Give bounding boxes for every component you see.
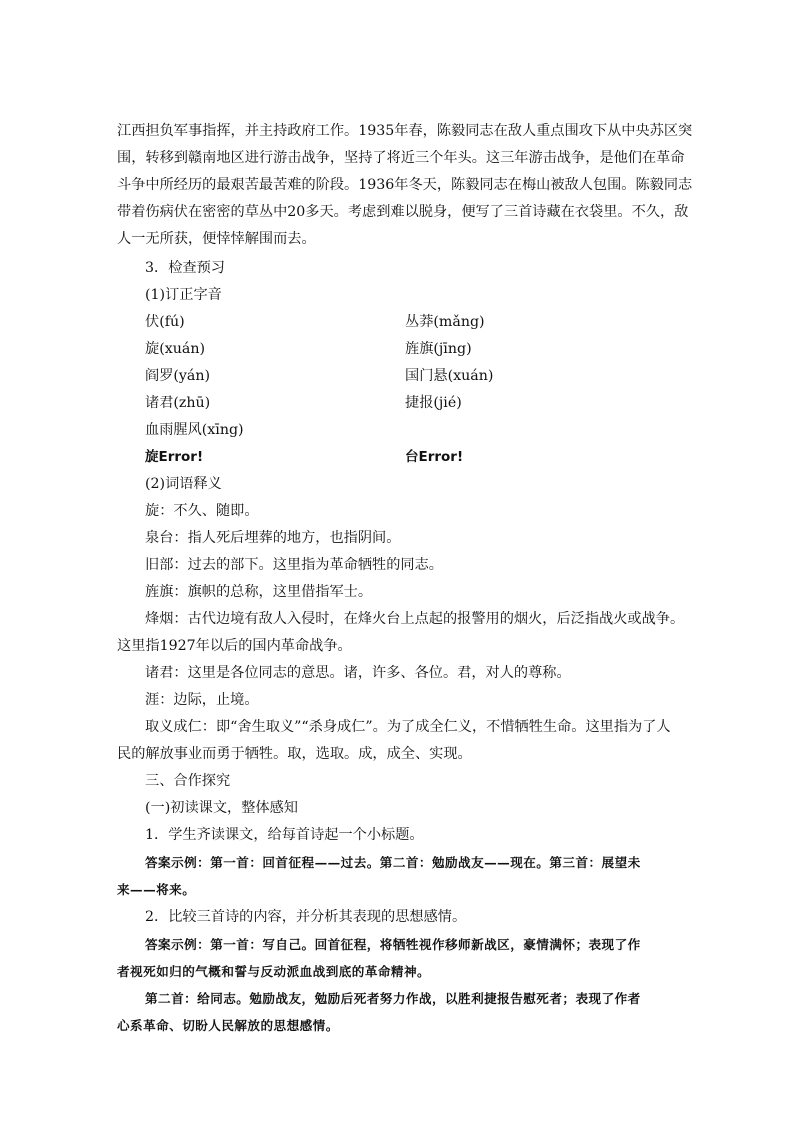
pron-item: 旌旗(jīng): [405, 341, 472, 357]
vocab-item-cont: 这里指1927年以后的国内革命战争。: [117, 638, 352, 654]
vocab-item: 旋：不久、随即。: [145, 503, 259, 519]
pron-item: 伏(fú): [145, 314, 185, 330]
answer-cont: 心系革命、切盼人民解放的思想感情。: [117, 1018, 339, 1033]
intro-line: 带着伤病伏在密密的草丛中20多天。考虑到难以脱身，便写了三首诗藏在衣袋里。不久，敌: [117, 204, 689, 220]
pron-item: 捷报(jié): [405, 395, 462, 411]
vocab-item: 旧部：过去的部下。这里指为革命牺牲的同志。: [145, 557, 443, 573]
error-text: 旋Error!: [145, 449, 204, 465]
vocab-item: 取义成仁：即“舍生取义”“杀身成仁”。为了成全仁义，不惜牺牲生命。这里指为了人: [145, 719, 671, 735]
intro-line: 围，转移到赣南地区进行游击战争，坚持了将近三个年头。这三年游击战争，是他们在革命: [117, 150, 685, 166]
answer-cont: 来——将来。: [117, 882, 196, 897]
pron-item: 诸君(zhū): [145, 395, 211, 411]
pron-item: 血雨腥风(xīng): [145, 422, 244, 438]
check-heading: 3．检查预习: [145, 260, 225, 276]
vocab-heading: (2)词语释义: [145, 476, 222, 492]
answer: 第二首：给同志。勉励战友，勉励后死者努力作战，以胜利捷报告慰死者；表现了作者: [145, 991, 641, 1006]
vocab-item: 烽烟：古代边境有敌人入侵时，在烽火台上点起的报警用的烟火，后泛指战火或战争。: [145, 611, 685, 627]
error-text: 台Error!: [405, 449, 464, 465]
question: 2．比较三首诗的内容，并分析其表现的思想感情。: [145, 909, 467, 925]
vocab-item-cont: 民的解放事业而勇于牺牲。取，选取。成，成全、实现。: [117, 746, 472, 762]
vocab-item: 旌旗：旗帜的总称，这里借指军士。: [145, 584, 373, 600]
answer-cont: 者视死如归的气概和誓与反动派血战到底的革命精神。: [117, 964, 431, 979]
pron-item: 阎罗(yán): [145, 368, 211, 384]
answer: 答案示例：第一首：写自己。回首征程，将牺牲视作移师新战区，豪情满怀；表现了作: [145, 937, 641, 952]
subsection-heading: (一)初读课文，整体感知: [145, 800, 298, 816]
answer: 答案示例：第一首：回首征程——过去。第二首：勉励战友——现在。第三首：展望未: [145, 855, 641, 870]
vocab-item: 诸君：这里是各位同志的意思。诸，许多、各位。君，对人的尊称。: [145, 665, 571, 681]
pron-item: 国门悬(xuán): [405, 368, 494, 384]
pronunciation-heading: (1)订正字音: [145, 287, 222, 303]
intro-line: 斗争中所经历的最艰苦最苦难的阶段。1936年冬天，陈毅同志在梅山被敌人包围。陈毅同志: [117, 177, 693, 193]
vocab-item: 泉台：指人死后埋葬的地方，也指阴间。: [145, 530, 401, 546]
intro-line: 江西担负军事指挥，并主持政府工作。1935年春，陈毅同志在敌人重点围攻下从中央苏区突: [117, 123, 693, 139]
section-heading: 三、合作探究: [145, 773, 231, 789]
question: 1．学生齐读课文，给每首诗起一个小标题。: [145, 827, 424, 843]
pron-item: 丛莽(mǎng): [405, 314, 485, 330]
pron-item: 旋(xuán): [145, 341, 205, 357]
intro-line: 人一无所获，便悻悻解围而去。: [117, 231, 316, 247]
vocab-item: 涯：边际，止境。: [145, 692, 259, 708]
